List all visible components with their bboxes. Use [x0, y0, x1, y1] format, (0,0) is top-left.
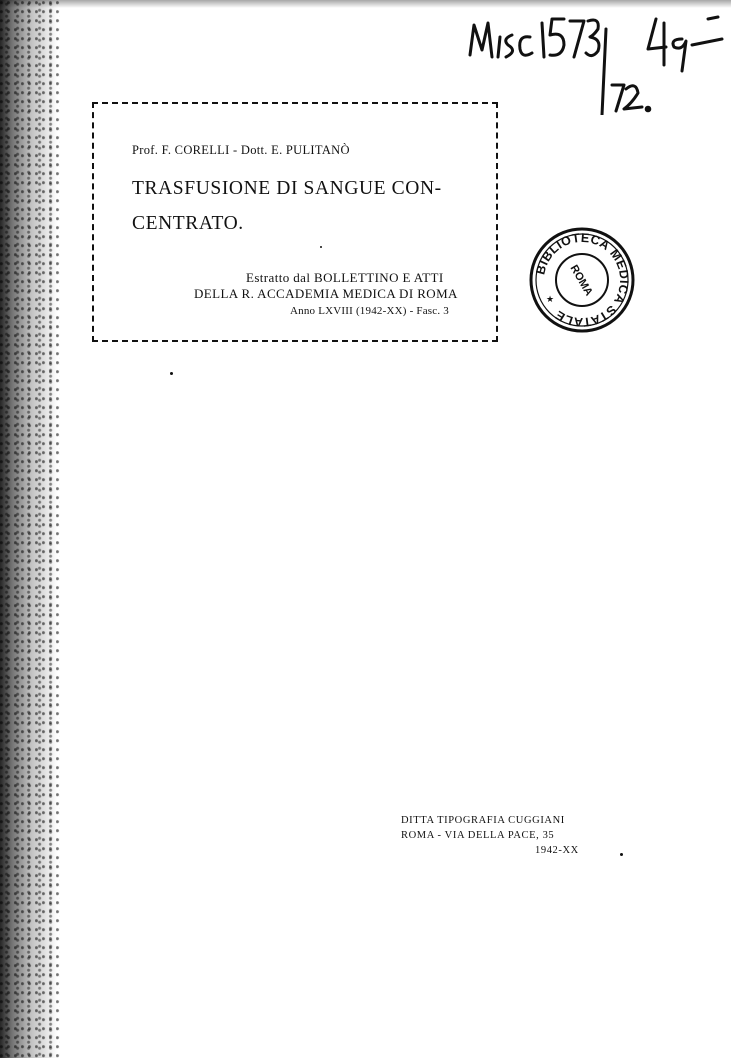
- stamp-star-icon: ★: [546, 295, 555, 305]
- title-line-1: TRASFUSIONE DI SANGUE CON-: [132, 178, 442, 199]
- scan-speck: [320, 246, 322, 248]
- stamp-arc-text: BIBLIOTECA MEDICA STATALE: [533, 230, 632, 330]
- library-stamp: [528, 226, 636, 334]
- extract-line-1: Estratto dal BOLLETTINO E ATTI: [246, 270, 444, 285]
- scan-speck: [620, 853, 623, 856]
- authors-line: Prof. F. CORELLI - Dott. E. PULITANÒ: [132, 143, 350, 157]
- extract-line-2: DELLA R. ACCADEMIA MEDICA DI ROMA: [194, 286, 458, 301]
- title-line-2: CENTRATO.: [132, 213, 244, 234]
- volume-line: Anno LXVIII (1942-XX) - Fasc. 3: [290, 305, 449, 317]
- printer-year: 1942-XX: [535, 845, 579, 856]
- printer-address: ROMA - VIA DELLA PACE, 35: [401, 830, 555, 841]
- scan-speck: [170, 372, 173, 375]
- stamp-center-text: ROMA: [567, 262, 595, 299]
- printer-name: DITTA TIPOGRAFIA CUGGIANI: [401, 815, 565, 826]
- handwritten-shelfmark: [460, 5, 728, 115]
- scan-shadow-edge: [0, 0, 60, 1058]
